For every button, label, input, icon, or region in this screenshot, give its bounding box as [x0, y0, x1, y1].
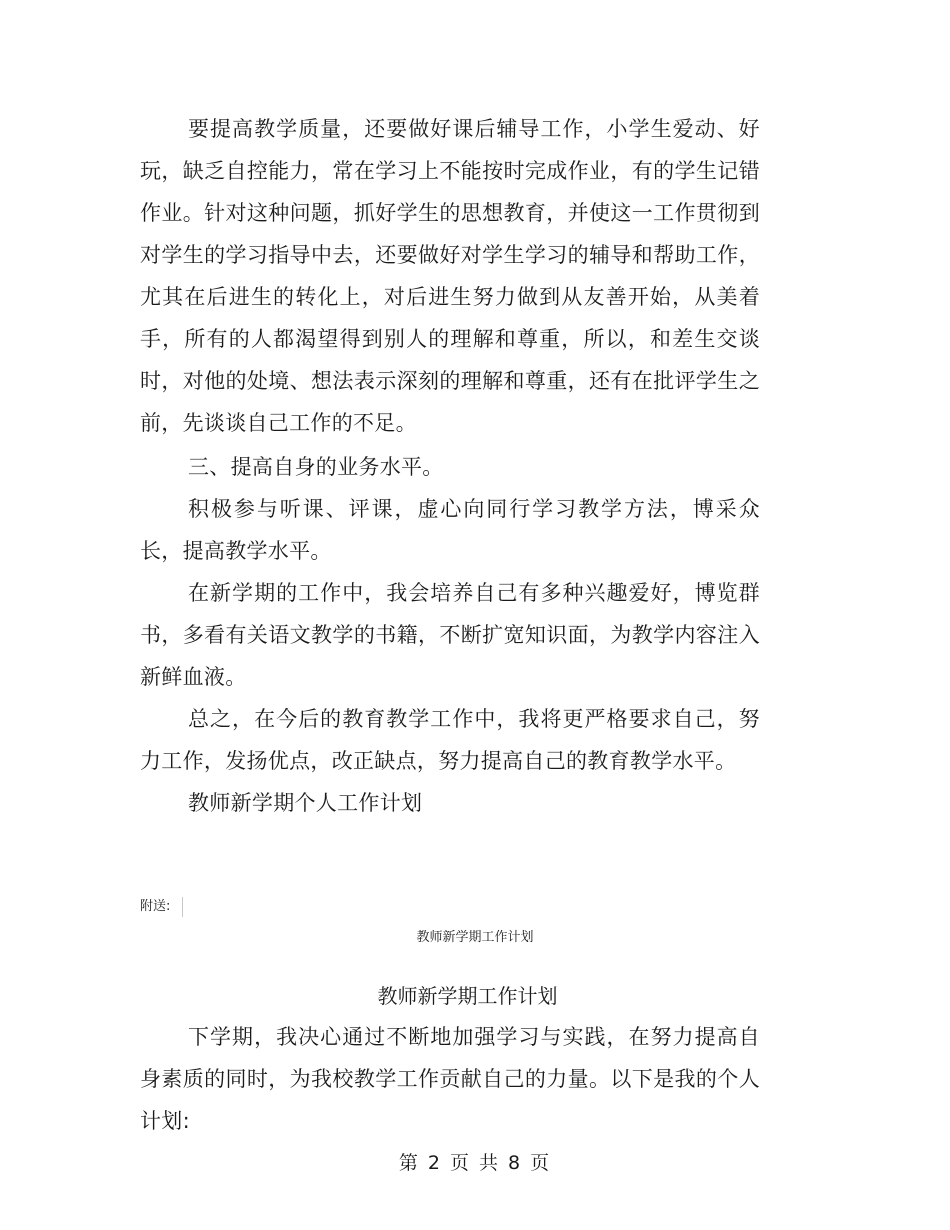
paragraph-intro: 下学期，我决心通过不断地加强学习与实践，在努力提高自身素质的同时，为我校教学工作贡献自己的力量。以下是我的个人计划: — [140, 1025, 760, 1133]
attachment-label: 附送: — [140, 899, 171, 914]
section-heading-three: 三、提高自身的业务水平。 — [188, 455, 444, 479]
paragraph-reading: 在新学期的工作中，我会培养自己有多种兴趣爱好，博览群书，多看有关语文教学的书籍，不断扩宽知识面，为教学内容注入新鲜血液。 — [140, 581, 760, 689]
paragraph-observation: 积极参与听课、评课，虚心向同行学习教学方法，博采众长，提高教学水平。 — [140, 497, 760, 563]
attachment-divider — [182, 897, 183, 917]
document-title: 教师新学期工作计划 — [377, 984, 558, 1008]
paragraph-conclusion: 总之，在今后的教育教学工作中，我将更严格要求自己，努力工作，发扬优点，改正缺点，努力提高自己的教育教学水平。 — [140, 707, 760, 773]
paragraph-plan-title: 教师新学期个人工作计划 — [188, 791, 423, 815]
paragraph-tutoring: 要提高教学质量，还要做好课后辅导工作，小学生爱动、好玩，缺乏自控能力，常在学习上不能按时完成作业，有的学生记错作业。针对这种问题，抓好学生的思想教育，并使这一工作贯彻到对学生的学习指导中去，还要做好对学生学习的辅导和帮助工作，尤其在后进生的转化上，对后进生努力做到从友善开始，从美着手，所有的人都渴望得到别人的理解和尊重，所以，和差生交谈时，对他的处境、想法表示深刻的理解和尊重，还有在批评学生之前，先谈谈自己工作的不足。 — [140, 117, 760, 435]
page-number-footer: 第 2 页 共 8 页 — [398, 1152, 552, 1174]
attachment-label-row — [140, 897, 183, 917]
attachment-heading: 教师新学期工作计划 — [416, 930, 534, 945]
